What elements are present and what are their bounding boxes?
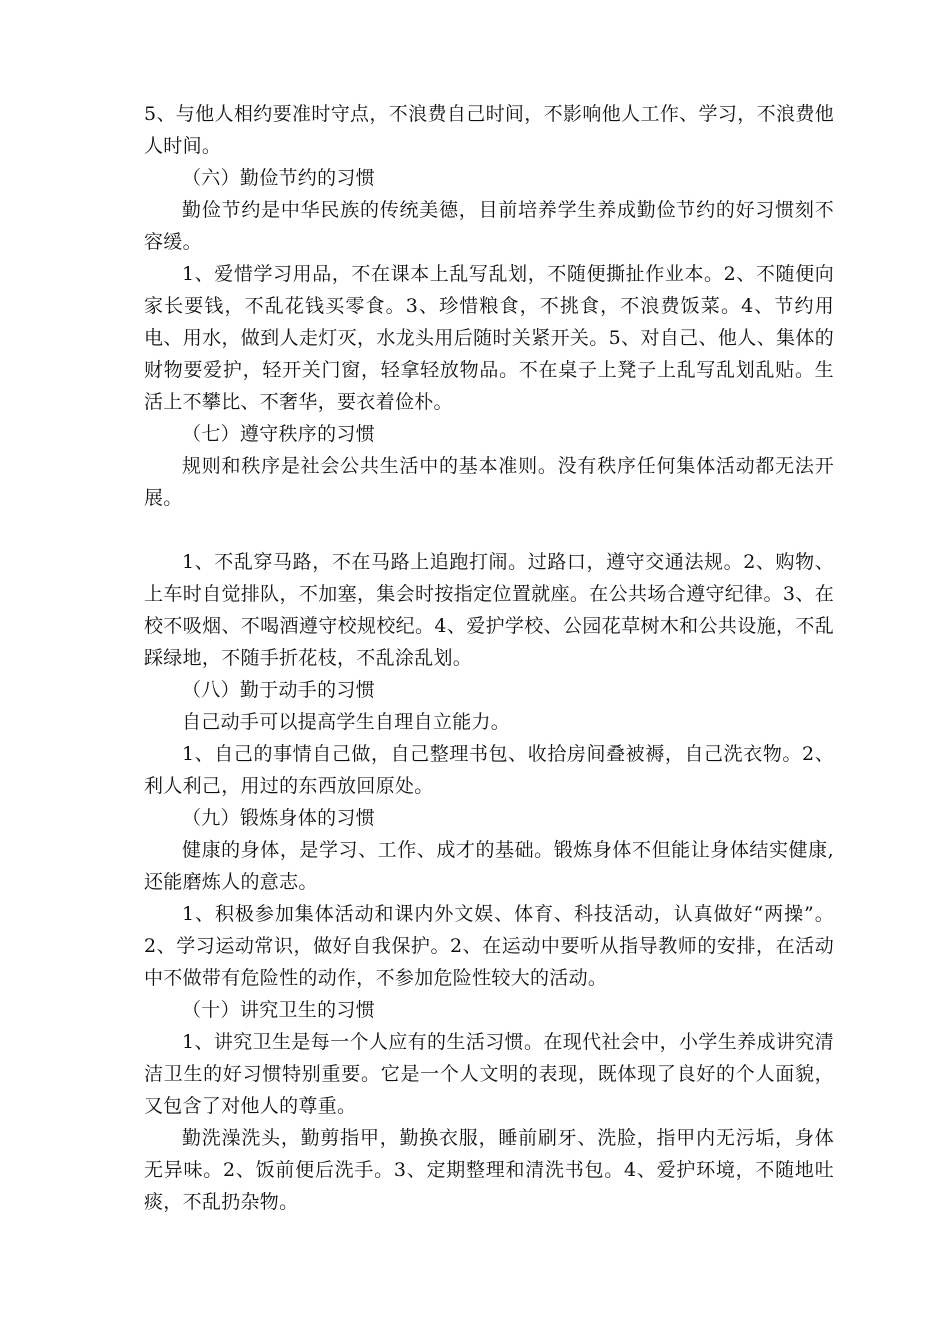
section-heading-8-hands-on: （八）勤于动手的习惯 (182, 679, 376, 701)
paragraph-exercise-items: 1、积极参加集体活动和课内外文娱、体育、科技活动，认真做好“两操”。2、学习运动常识，做好自我保护。2、在运动中要听从指导教师的安排，在活动中不做带有危险性的动作，不参加危险性较大的活动。 (144, 903, 834, 989)
section-heading-7-order: （七）遵守秩序的习惯 (182, 423, 376, 445)
paragraph-order-items: 1、不乱穿马路，不在马路上追跑打闹。过路口，遵守交通法规。2、购物、上车时自觉排队，不加塞，集会时按指定位置就座。在公共场合遵守纪律。3、在校不吸烟、不喝酒遵守校规校纪。4、爱护学校、公园花草树木和公共设施，不乱踩绿地，不随手折花枝，不乱涂乱划。 (144, 551, 834, 669)
paragraph-hands-on-items: 1、自己的事情自己做，自己整理书包、收拾房间叠被褥，自己洗衣物。2、利人利己，用过的东西放回原处。 (144, 743, 834, 797)
paragraph-exercise-intro: 健康的身体，是学习、工作、成才的基础。锻炼身体不但能让身体结实健康, 还能磨炼人的意志。 (144, 839, 834, 893)
paragraph-hygiene-items: 勤洗澡洗头，勤剪指甲，勤换衣服，睡前刷牙、洗脸，指甲内无污垢，身体无异味。2、饭前便后洗手。3、定期整理和清洗书包。4、爱护环境，不随地吐痰，不乱扔杂物。 (144, 1127, 834, 1213)
paragraph-hands-on-intro: 自己动手可以提高学生自理自立能力。 (182, 711, 511, 733)
blank-line (144, 514, 834, 546)
section-heading-9-exercise: （九）锻炼身体的习惯 (182, 807, 376, 829)
paragraph-frugality-items: 1、爱惜学习用品，不在课本上乱写乱划，不随便撕扯作业本。2、不随便向家长要钱，不乱花钱买零食。3、珍惜粮食，不挑食，不浪费饭菜。4、节约用电、用水，做到人走灯灭，水龙头用后随时关紧开关。5、对自己、他人、集体的财物要爱护，轻开关门窗，轻拿轻放物品。不在桌子上凳子上乱写乱划乱贴。生活上不攀比、不奢华，要衣着俭朴。 (144, 263, 834, 413)
paragraph-punctuality-item-5: 5、与他人相约要准时守点，不浪费自己时间，不影响他人工作、学习，不浪费他人时间。 (144, 103, 834, 157)
paragraph-hygiene-intro: 1、讲究卫生是每一个人应有的生活习惯。在现代社会中，小学生养成讲究清洁卫生的好习惯特别重要。它是一个人文明的表现，既体现了良好的个人面貌，又包含了对他人的尊重。 (144, 1031, 834, 1117)
section-heading-10-hygiene: （十）讲究卫生的习惯 (182, 999, 376, 1021)
paragraph-frugality-intro: 勤俭节约是中华民族的传统美德，目前培养学生养成勤俭节约的好习惯刻不容缓。 (144, 199, 834, 253)
section-heading-6-frugality: （六）勤俭节约的习惯 (182, 167, 376, 189)
document-body (144, 98, 834, 1218)
paragraph-order-intro: 规则和秩序是社会公共生活中的基本准则。没有秩序任何集体活动都无法开展。 (144, 455, 834, 509)
